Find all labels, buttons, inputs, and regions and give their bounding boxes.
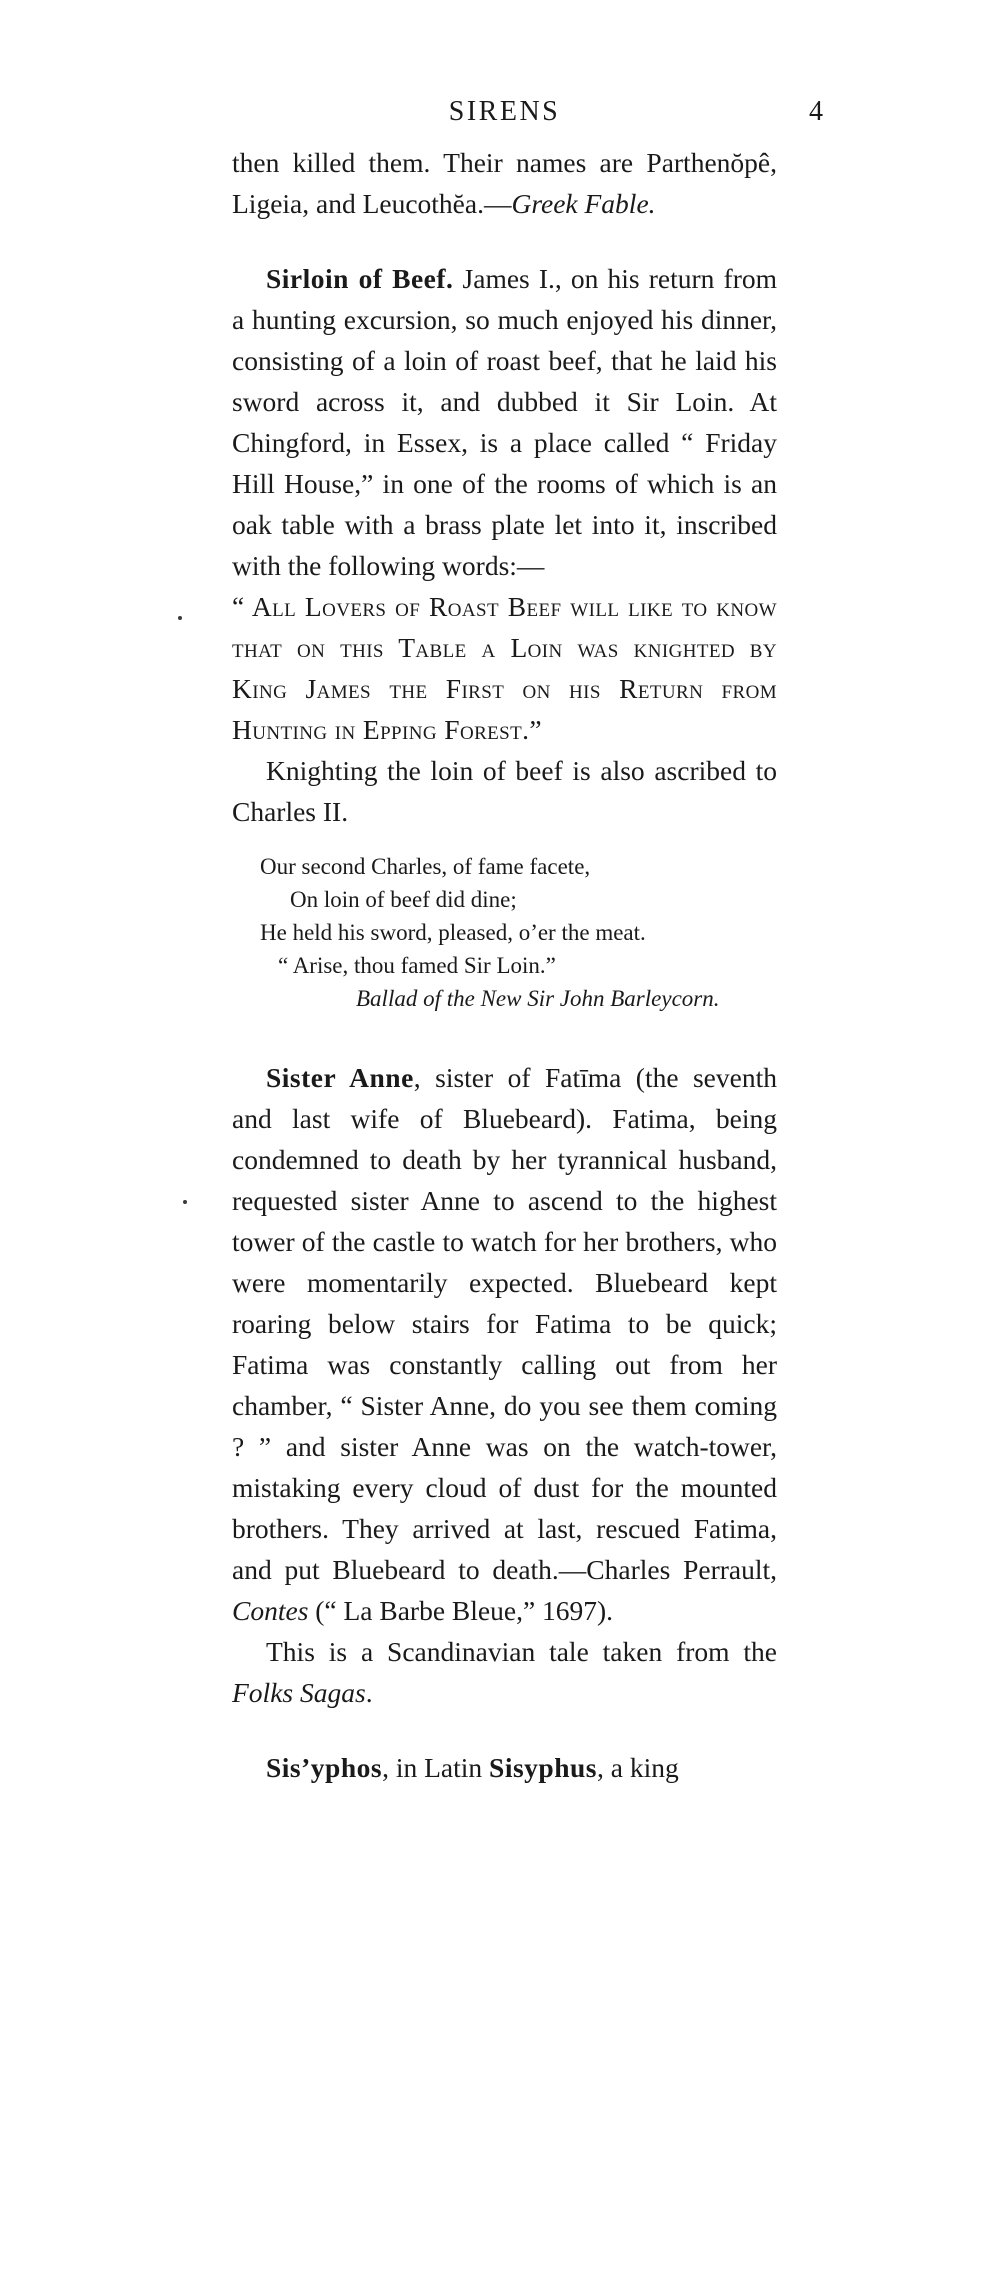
entry-headword-sister-anne: Sister Anne	[266, 1062, 414, 1093]
entry-headword-sisyphus-latin: Sisyphus	[489, 1752, 598, 1783]
followup-italic: Folks Sagas	[232, 1677, 366, 1708]
entry-body-sister-anne-italic: Contes	[232, 1595, 309, 1626]
paragraph-sister-anne	[232, 1057, 777, 1631]
verse-line: Our second Charles, of fame facete,	[260, 854, 591, 879]
entry-body-sirloin: James I., on his return from a hunting excursion, so much enjoyed his dinner, consisting of a loin of roast beef, that he laid his sword across it, and dubbed it Sir Loin. At Chingford, in Essex, is a place called “ Friday Hill House,” in one of the rooms of which is an oak table with a brass plate let into it, inscribed with the following words:—	[232, 263, 777, 581]
sirens-continued-text: then killed them. Their names are Parthenŏpê, Ligeia, and Leucothĕa.—	[232, 147, 777, 219]
paragraph-sirloin-followup: Knighting the loin of beef is also ascribed to Charles II.	[232, 755, 777, 827]
paragraph-gap	[232, 224, 777, 258]
paragraph-gap	[232, 1713, 777, 1747]
running-head	[232, 96, 823, 142]
verse-gap	[232, 832, 777, 850]
entry-sisyphos-tail: , a king	[597, 1752, 679, 1783]
entry-body-sister-anne-end: (“ La Barbe Bleue,” 1697).	[308, 1595, 614, 1626]
page-speck	[178, 616, 182, 620]
page-content	[232, 96, 823, 1788]
entry-headword-sisyphos: Sis’yphos	[266, 1752, 383, 1783]
followup-end: .	[365, 1677, 373, 1708]
sirens-source: Greek Fable.	[511, 188, 656, 219]
followup-pre: This is a Scandinavian tale taken from the	[266, 1636, 777, 1667]
inscription-sirloin: “ All Lovers of Roast Beef will like to know that on this Table a Loin was knighted by King James the First on his Return from Hunting in Epping Forest.”	[232, 591, 777, 745]
running-head-title: SIRENS	[448, 96, 561, 127]
verse-block-sirloin	[260, 850, 777, 1015]
paragraph-gap	[232, 1015, 777, 1057]
verse-line: On loin of beef did dine;	[290, 887, 517, 912]
paragraph-sirens-continued	[232, 142, 777, 224]
paragraph-sirloin	[232, 258, 777, 586]
entry-body-sister-anne: , sister of Fatīma (the seventh and last wife of Bluebeard). Fatima, being condemned to death by her tyrannical husband, requested sister Anne to ascend to the highest tower of the castle to watch for her brothers, who were momentarily expected. Bluebeard kept roaring below stairs for Fatima to be quick; Fatima was constantly calling out from her chamber, “ Sister Anne, do you see them coming ? ” and sister Anne was on the watch-tower, mistaking every cloud of dust for the mounted brothers. They arrived at last, rescued Fatima, and put Bluebeard to death.—Charles Perrault,	[232, 1062, 777, 1585]
verse-line: He held his sword, pleased, o’er the meat.	[260, 920, 646, 945]
page-number: 4	[809, 96, 823, 127]
paragraph-sister-anne-followup	[232, 1631, 777, 1713]
verse-attribution: Ballad of the New Sir John Barleycorn.	[356, 986, 720, 1011]
paragraph-sisyphos	[232, 1747, 777, 1788]
page-speck	[183, 1200, 187, 1204]
body-text	[232, 142, 777, 1788]
verse-line: “ Arise, thou famed Sir Loin.”	[278, 953, 556, 978]
entry-headword-sirloin: Sirloin of Beef.	[266, 263, 454, 294]
entry-sisyphos-mid: , in Latin	[382, 1752, 490, 1783]
